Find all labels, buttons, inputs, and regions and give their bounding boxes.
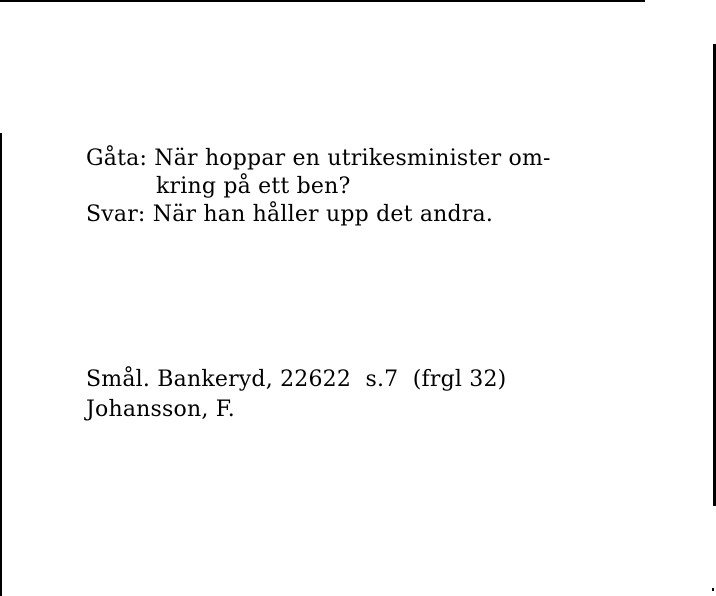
riddle-line	[86, 145, 551, 173]
location-reference: Smål. Bankeryd, 22622 s.7 (frgl 32)	[86, 367, 507, 392]
answer-line	[86, 201, 493, 229]
riddle-text-line1: När hoppar en utrikesminister om-	[154, 146, 551, 171]
answer-text: När han håller upp det andra.	[152, 202, 494, 227]
answer-label: Svar:	[86, 202, 146, 227]
riddle-label: Gåta:	[86, 146, 148, 171]
card-left-edge	[0, 133, 2, 596]
scan-mark	[712, 588, 714, 591]
informant-name: Johansson, F.	[86, 397, 235, 422]
card-top-border	[0, 0, 645, 2]
riddle-text-line2: kring på ett ben?	[156, 174, 351, 199]
